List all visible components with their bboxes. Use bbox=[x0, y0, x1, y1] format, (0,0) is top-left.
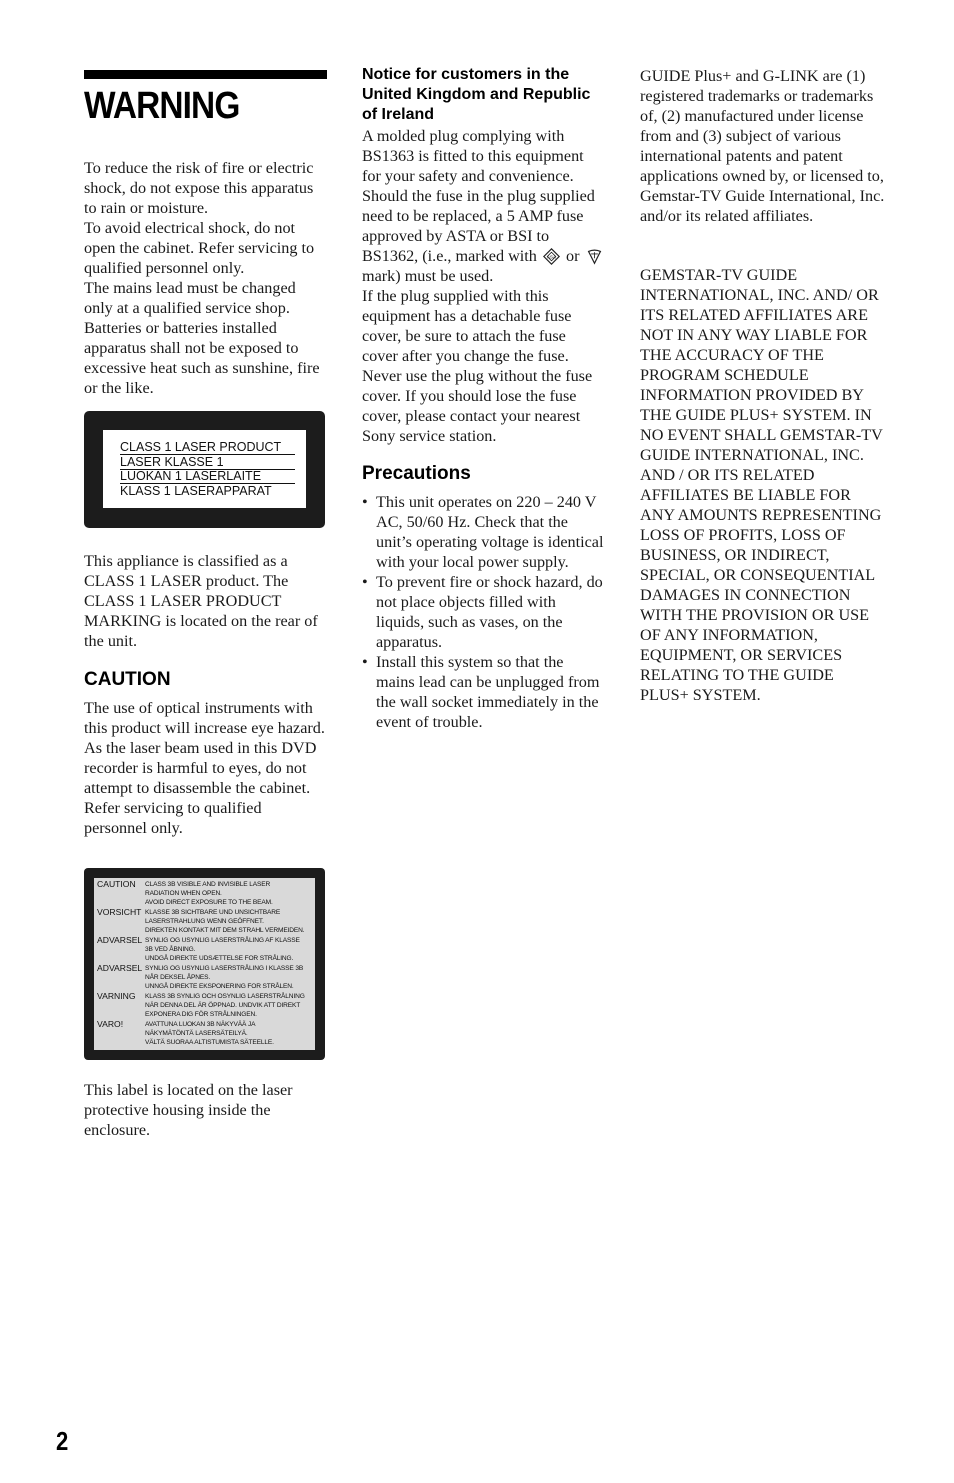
caution-label-line: DIREKTEN KONTAKT MIT DEM STRAHL VERMEIDEN. bbox=[145, 927, 305, 935]
caution-label-line: SYNLIG OG USYNLIG LASERSTRÅLING I KLASSE 3B bbox=[145, 965, 304, 972]
laser-label-line: CLASS 1 LASER PRODUCT bbox=[120, 440, 295, 455]
class-para: This appliance is classified as a CLASS 1 LASER product. The CLASS 1 LASER PRODUCT MARKING is located on the rear of the unit. bbox=[84, 552, 318, 650]
caution-label-body bbox=[145, 1020, 317, 1048]
caution-label-line: SYNLIG OG USYNLIG LASERSTRÅLING AF KLASSE bbox=[145, 937, 300, 944]
label-location-para: This label is located on the laser protective housing inside the enclosure. bbox=[84, 1081, 293, 1139]
caution-label-head: CAUTION bbox=[97, 879, 136, 889]
bullet-icon: • bbox=[362, 653, 368, 671]
asta-mark-icon bbox=[543, 248, 560, 265]
caution-label-line: CLASS 3B VISIBLE AND INVISIBLE LASER bbox=[145, 881, 271, 888]
uk-notice-text bbox=[362, 126, 605, 446]
class1-laser-label-panel bbox=[103, 430, 306, 508]
caution-label-line: KLASSE 3B SICHTBARE UND UNSICHTBARE bbox=[145, 909, 281, 916]
caution-label-body bbox=[145, 908, 317, 936]
caution-label-line: EXPONERA DIG FÖR STRÅLNINGEN. bbox=[145, 1011, 257, 1019]
trademark-para: GUIDE Plus+ and G-LINK are (1) registered trademarks or trademarks of, (2) manufactured under license from and (3) subject of various international patents and patent applications owned by, or licensed to, Gemstar-TV Guide International, Inc. and/or its related affiliates. bbox=[640, 67, 885, 225]
caution-text bbox=[84, 698, 327, 838]
caution-label-line: NÅR DEKSEL ÅPNES. bbox=[145, 974, 210, 982]
caution-label-line: UNNGÅ DIREKTE EKSPONERING FOR STRÅLEN. bbox=[145, 983, 294, 991]
svg-text:ASA: ASA bbox=[546, 254, 557, 260]
caution-label-line: KLASS 3B SYNLIG OCH OSYNLIG LASERSTRÅLNING bbox=[145, 993, 305, 1000]
precaution-text: This unit operates on 220 – 240 V AC, 50/60 Hz. Check that the unit’s operating voltage is identical with your local power supply. bbox=[376, 493, 604, 571]
uk-notice-para-2: If the plug supplied with this equipment has a detachable fuse cover, be sure to attach the fuse cover after you change the fuse. Never use the plug without the fuse cover. If you should lose the fuse cover, please contact your nearest Sony service station. bbox=[362, 287, 593, 445]
bullet-icon: • bbox=[362, 493, 368, 511]
caution-label-head: ADVARSEL bbox=[97, 963, 143, 973]
caution-label-line: AVATTUNA LUOKAN 3B NÄKYVÄÄ JA bbox=[145, 1021, 256, 1028]
title-rule bbox=[84, 70, 327, 79]
warning-para-2: To avoid electrical shock, do not open the cabinet. Refer servicing to qualified personnel only. bbox=[84, 219, 315, 277]
uk-notice-or: or bbox=[566, 247, 580, 265]
laser-label-line: LUOKAN 1 LASERLAITE bbox=[120, 469, 295, 484]
caution-laser-label-panel bbox=[94, 878, 315, 1050]
list-item bbox=[362, 572, 605, 652]
warning-para-3: The mains lead must be changed only at a qualified service shop. bbox=[84, 279, 296, 317]
precautions-heading: Precautions bbox=[362, 463, 471, 484]
precaution-text: To prevent fire or shock hazard, do not place objects filled with liquids, such as vases, on the apparatus. bbox=[376, 573, 603, 651]
label-location-text bbox=[84, 1080, 327, 1140]
caution-label-line: AVOID DIRECT EXPOSURE TO THE BEAM. bbox=[145, 899, 273, 907]
warning-text bbox=[84, 158, 327, 398]
precaution-text: Install this system so that the mains lead can be unplugged from the wall socket immediately in the event of trouble. bbox=[376, 653, 600, 731]
laser-label-line: KLASS 1 LASERAPPARAT bbox=[120, 484, 272, 498]
disclaimer-para: GEMSTAR-TV GUIDE INTERNATIONAL, INC. AND/ OR ITS RELATED AFFILIATES ARE NOT IN ANY WAY LIABLE FOR THE ACCURACY OF THE PROGRAM SCHEDULE INFORMATION PROVIDED BY THE GUIDE PLUS+ SYSTEM. IN NO EVENT SHALL GEMSTAR-TV GUIDE INTERNATIONAL, INC. AND / OR ITS RELATED AFFILIATES BE LIABLE FOR ANY AMOUNTS REPRESENTING LOSS OF PROFITS, LOSS OF BUSINESS, OR INDIRECT, SPECIAL, OR CONSEQUENTIAL DAMAGES IN CONNECTION WITH THE PROVISION OR USE OF ANY INFORMATION, EQUIPMENT, OR SERVICES RELATING TO THE GUIDE PLUS+ SYSTEM. bbox=[640, 266, 883, 704]
class-notice bbox=[84, 551, 327, 651]
list-item bbox=[362, 492, 605, 572]
bullet-icon: • bbox=[362, 573, 368, 591]
page-title: WARNING bbox=[84, 85, 240, 127]
caution-label-body bbox=[145, 964, 317, 992]
caution-label-line: 3B VED ÅBNING. bbox=[145, 946, 196, 954]
caution-laser-label bbox=[84, 868, 325, 1060]
caution-label-head: VARNING bbox=[97, 991, 136, 1001]
caution-label-head: VORSICHT bbox=[97, 907, 142, 917]
caution-label-body bbox=[145, 992, 317, 1020]
caution-label-body bbox=[145, 936, 317, 964]
bsi-kitemark-icon bbox=[586, 248, 603, 265]
class1-laser-label bbox=[84, 411, 325, 528]
warning-para-1: To reduce the risk of fire or electric shock, do not expose this apparatus to rain or moisture. bbox=[84, 159, 314, 217]
caution-label-line: NÄKYMÄTÖNTÄ LASERSÄTEILYÄ. bbox=[145, 1030, 248, 1038]
caution-label-line: NÄR DENNA DEL ÄR ÖPPNAD. UNDVIK ATT DIREKT bbox=[145, 1002, 301, 1010]
uk-notice-para-1 bbox=[362, 126, 605, 286]
trademark-text bbox=[640, 66, 885, 226]
caution-para-1: The use of optical instruments with this product will increase eye hazard. As the laser beam used in this DVD recorder is harmful to eyes, do not attempt to disassemble the cabinet. bbox=[84, 699, 325, 797]
caution-label-head: ADVARSEL bbox=[97, 935, 143, 945]
caution-label-line: UNDGÅ DIREKTE UDSÆTTELSE FOR STRÅLING. bbox=[145, 955, 294, 963]
caution-label-head: VARO! bbox=[97, 1019, 124, 1029]
page-number: 2 bbox=[56, 1426, 69, 1456]
uk-notice-text-a: A molded plug complying with BS1363 is fitted to this equipment for your safety and convenience. Should the fuse in the plug supplied need to be replaced, a 5 AMP fuse approved by ASTA or BSI to BS1362, (i.e., marked with bbox=[362, 127, 595, 265]
caution-heading: CAUTION bbox=[84, 669, 171, 690]
caution-label-body bbox=[145, 880, 317, 908]
caution-para-2: Refer servicing to qualified personnel only. bbox=[84, 799, 262, 837]
precautions-list bbox=[362, 492, 605, 732]
uk-notice-text-b: mark) must be used. bbox=[362, 267, 494, 285]
disclaimer-text bbox=[640, 265, 885, 705]
laser-label-line: LASER KLASSE 1 bbox=[120, 455, 295, 470]
caution-label-line: LASERSTRAHLUNG WENN GEÖFFNET. bbox=[145, 918, 264, 926]
caution-label-line: VÄLTÄ SUORAA ALTISTUMISTA SÄTEELLE. bbox=[145, 1039, 274, 1047]
list-item bbox=[362, 652, 605, 732]
uk-notice-heading: Notice for customers in the United Kingdom and Republic of Ireland bbox=[362, 66, 591, 123]
warning-para-4: Batteries or batteries installed apparatus shall not be exposed to excessive heat such as sunshine, fire or the like. bbox=[84, 319, 320, 397]
caution-label-line: RADIATION WHEN OPEN. bbox=[145, 890, 222, 898]
